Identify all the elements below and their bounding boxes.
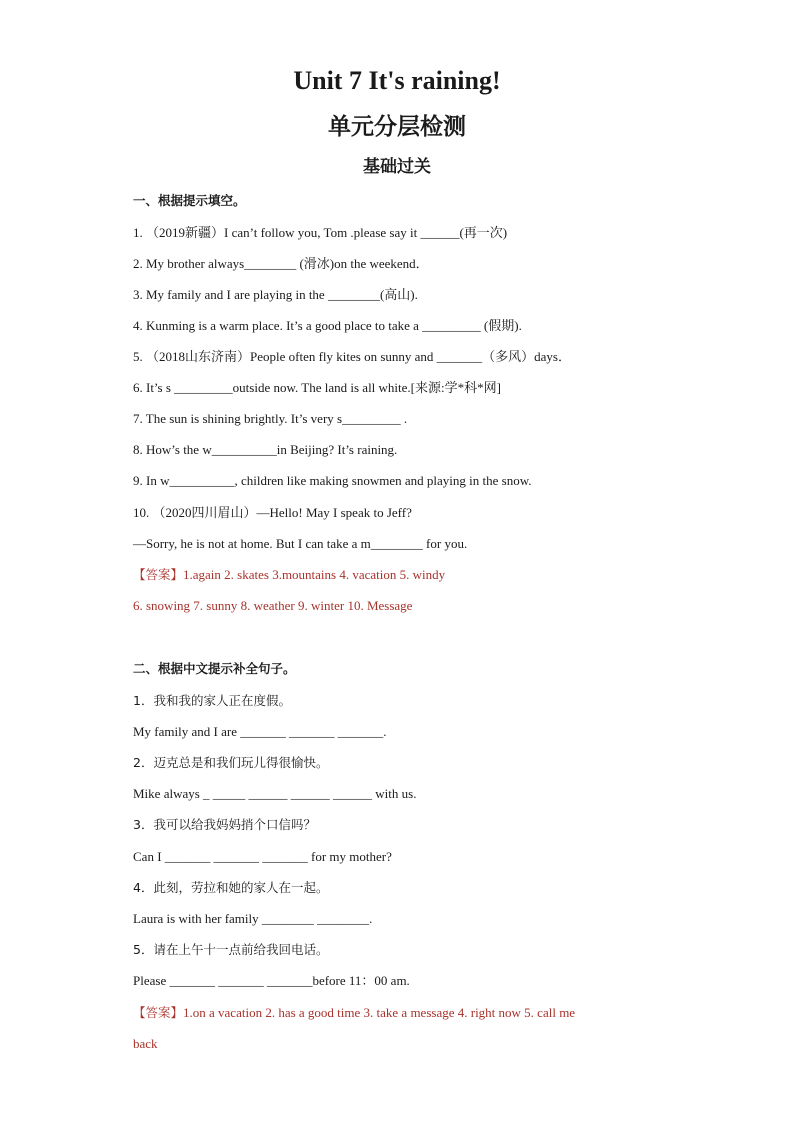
- part2-item-3-en: Can I _______ _______ _______ for my mother?: [133, 849, 392, 864]
- part1-item-6: 6. It’s s _________outside now. The land is all white.[来源:学*科*网]: [133, 380, 501, 395]
- part1-item-5: 5. （2018山东济南）People often fly kites on sunny and _______（多风）days．: [133, 349, 571, 364]
- part1-item-8: 8. How’s the w__________in Beijing? It’s raining.: [133, 442, 398, 457]
- answer-text: 1.on a vacation 2. has a good time 3. take a message 4. right now 5. call me: [183, 1005, 576, 1020]
- part1-answer-line-1: [133, 566, 753, 584]
- part2-item-2-cn: 2．迈克总是和我们玩儿得很愉快。: [133, 755, 329, 770]
- part1-item-10-response: —Sorry, he is not at home. But I can take a m________ for you.: [133, 536, 468, 551]
- part1-answer-line-2: 6. snowing 7. sunny 8. weather 9. winter 10. Message: [133, 598, 413, 613]
- part1-item-7: 7. The sun is shining brightly. It’s very s_________ .: [133, 411, 408, 426]
- unit-subtitle: 单元分层检测: [328, 114, 466, 140]
- part2-item-2-en: Mike always _ _____ ______ ______ ______ with us.: [133, 786, 417, 801]
- unit-title: Unit 7 It's raining!: [293, 66, 501, 95]
- part2-answer-line-2: back: [133, 1036, 158, 1051]
- part2-item-3-cn: 3．我可以给我妈妈捎个口信吗？: [133, 817, 316, 832]
- part1-item-10: 10. （2020四川眉山）—Hello! May I speak to Jeff?: [133, 505, 412, 520]
- part2-item-4-en: Laura is with her family ________ ________.: [133, 911, 373, 926]
- part2-item-5-cn: 5．请在上午十一点前给我回电话。: [133, 942, 329, 957]
- part1-item-1: 1. （2019新疆）I can’t follow you, Tom .please say it ______(再一次): [133, 225, 508, 240]
- part2-heading: 二、根据中文提示补全句子。: [133, 661, 296, 676]
- answer-tag: 【答案】: [133, 567, 184, 582]
- part2-answer-line-1: [133, 1004, 753, 1022]
- part2-item-1-en: My family and I are _______ _______ _______.: [133, 724, 387, 739]
- part1-item-9: 9. In w__________, children like making snowmen and playing in the snow.: [133, 473, 532, 488]
- section-title: 基础过关: [363, 157, 431, 177]
- answer-tag: 【答案】: [133, 1005, 184, 1020]
- part1-item-4: 4. Kunming is a warm place. It’s a good place to take a _________ (假期).: [133, 318, 522, 333]
- answer-text: 1.again 2. skates 3.mountains 4. vacation 5. windy: [183, 567, 446, 582]
- part2-item-4-cn: 4．此刻，劳拉和她的家人在一起。: [133, 880, 329, 895]
- part1-heading: 一、根据提示填空。: [133, 193, 246, 208]
- part1-item-2: 2. My brother always________ (滑冰)on the weekend．: [133, 256, 429, 271]
- part2-item-5-en: Please _______ _______ _______before 11：00 am.: [133, 973, 410, 988]
- part1-item-3: 3. My family and I are playing in the ________(高山).: [133, 287, 418, 302]
- part2-item-1-cn: 1．我和我的家人正在度假。: [133, 693, 291, 708]
